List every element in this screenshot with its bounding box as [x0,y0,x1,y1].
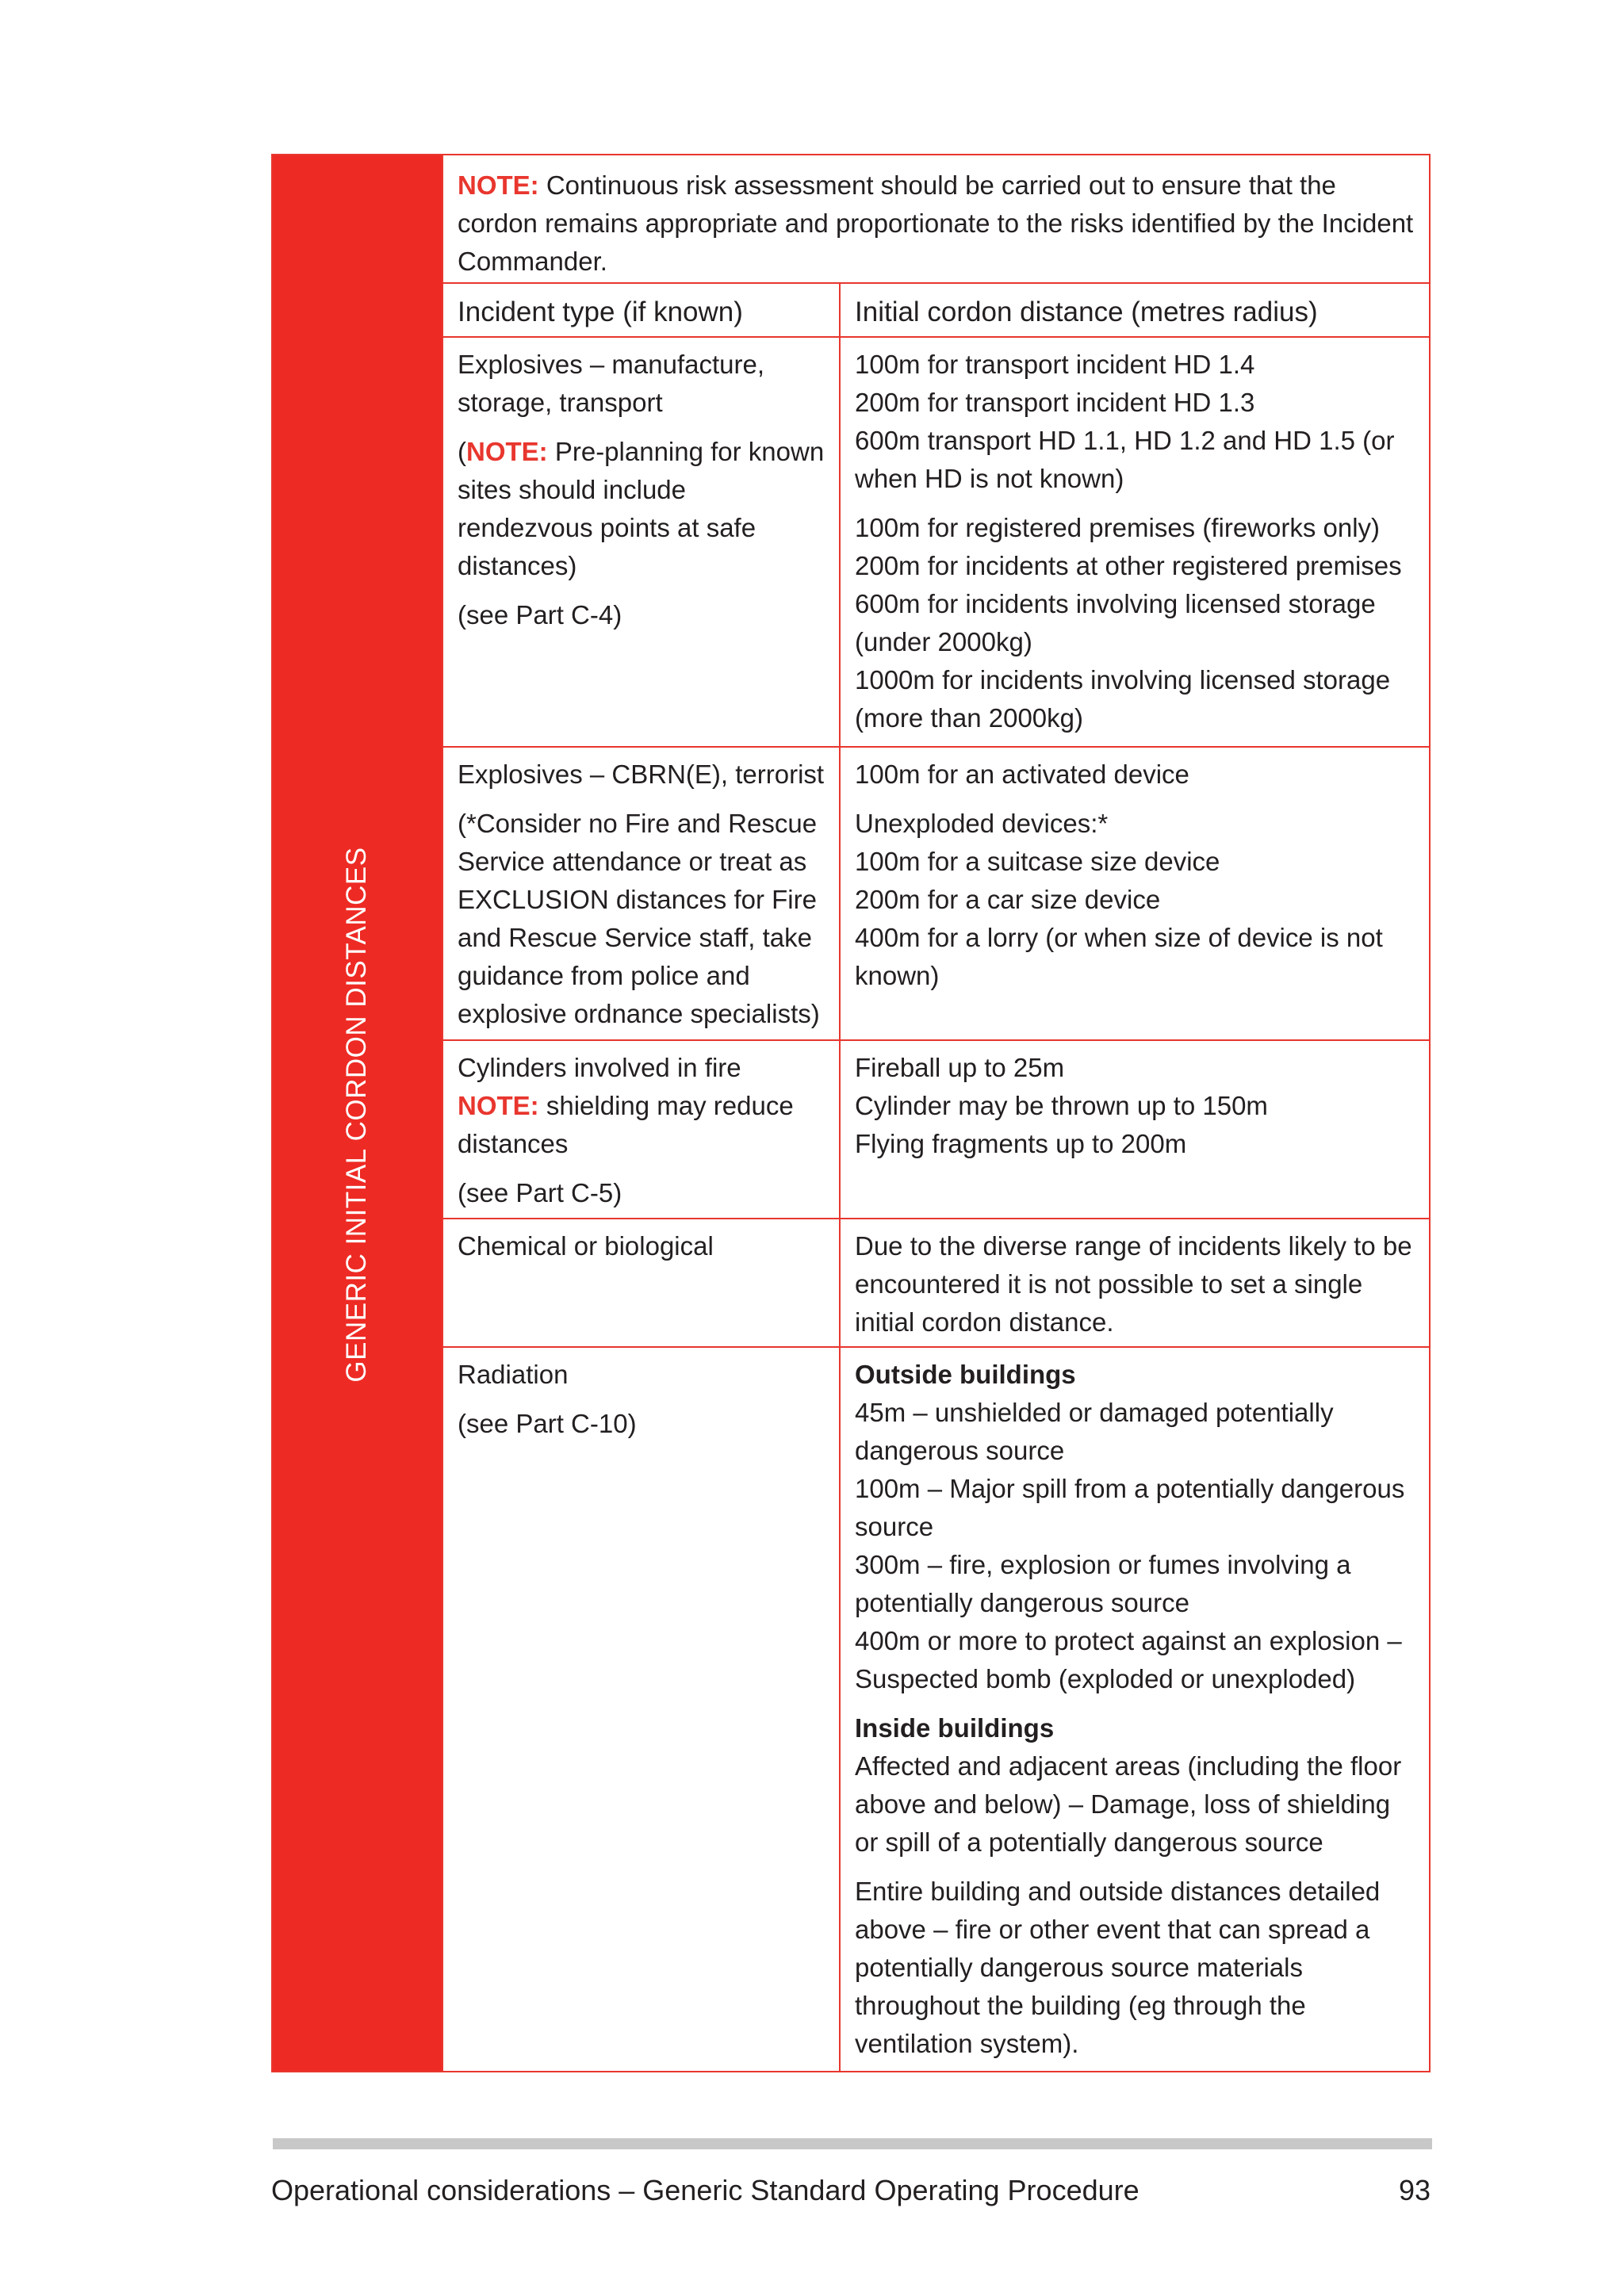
cordon-distance-cell [841,1348,1429,2071]
table-row [442,1348,1429,2071]
cordon-distance-cell [841,338,1429,746]
incident-type-cell [442,1219,841,1346]
table-row [442,1041,1429,1219]
cell-text: Flying fragments up to 200m [855,1129,1187,1158]
cell-text: 200m for a car size device [855,885,1161,914]
note-text: Pre-planning for known sites should include rendezvous points at safe distances) [458,437,825,580]
note-row [442,155,1429,284]
cordon-distance-cell [841,1041,1429,1218]
cell-text: Cylinders involved in fire [458,1053,741,1082]
header-incident-type [442,284,841,336]
cell-reference: (see Part C-5) [458,1178,622,1207]
cell-text: 300m – fire, explosion or fumes involving a potentially dangerous source [855,1550,1351,1617]
table-header-row [442,284,1429,338]
note-open: ( [458,437,466,466]
incident-type-cell [442,338,841,746]
cordon-distance-cell [841,1219,1429,1346]
cell-text: Explosives – CBRN(E), terrorist [458,760,825,789]
footer-title: Operational considerations – Generic Standard Operating Procedure [271,2174,1139,2206]
cell-text: 200m for incidents at other registered premises [855,551,1402,580]
incident-type-cell [442,748,841,1039]
cell-text: 600m transport HD 1.1, HD 1.2 and HD 1.5 (or when HD is not known) [855,426,1395,493]
cell-text: 45m – unshielded or damaged potentially dangerous source [855,1398,1334,1465]
cell-text: 100m for an activated device [855,760,1189,789]
table-row [442,338,1429,748]
footer-divider [273,2138,1432,2149]
note-prefix: NOTE: [458,1091,539,1120]
header-col2-rest: (metres radius) [1123,297,1318,327]
note-text: shielding may reduce distances [458,1091,794,1158]
note-prefix: NOTE: [458,170,539,200]
table-body [442,155,1429,2071]
note-text: Continuous risk assessment should be carried out to ensure that the cordon remains appropriate and proportionate to the risks identified by the Incident Commander. [458,170,1414,276]
cell-note [458,433,826,585]
header-col2-bold: Initial cordon distance [855,297,1124,327]
cell-reference: (see Part C-10) [458,1409,637,1438]
incident-type-cell [442,1348,841,2071]
cell-text: Cylinder may be thrown up to 150m [855,1091,1268,1120]
cell-text: 1000m for incidents involving licensed storage (more than 2000kg) [855,665,1391,733]
cell-text: Entire building and outside distances detailed above – fire or other event that can spread a potentially dangerous source materials throughout the building (eg through the ventilation system). [855,1877,1381,2058]
cell-text: (*Consider no Fire and Rescue Service attendance or treat as EXCLUSION distances for Fire and Rescue Service staff, take guidance from police and explosive ordnance specialists) [458,809,820,1028]
cell-text: 200m for transport incident HD 1.3 [855,388,1255,417]
subheading-outside-buildings: Outside buildings [855,1360,1076,1389]
cordon-distance-cell [841,748,1429,1039]
note-prefix: NOTE: [466,437,548,466]
cell-text: Fireball up to 25m [855,1053,1065,1082]
cell-text: Explosives – manufacture, [458,350,765,379]
cell-text: Chemical or biological [458,1231,714,1261]
page-number: 93 [1398,2174,1431,2206]
cell-text: storage, transport [458,388,663,417]
cell-text: Due to the diverse range of incidents likely to be encountered it is not possible to set a single initial cordon distance. [855,1231,1412,1337]
side-banner-label: GENERIC INITIAL CORDON DISTANCES [341,847,372,1383]
subheading-inside-buildings: Inside buildings [855,1713,1055,1743]
cell-text: Unexploded devices:* [855,809,1109,838]
cell-note [458,1087,826,1163]
cell-text: Affected and adjacent areas (including the floor above and below) – Damage, loss of shielding or spill of a potentially dangerous source [855,1751,1402,1857]
incident-type-cell [442,1041,841,1218]
cell-reference: (see Part C-4) [458,600,622,629]
cell-text: Radiation [458,1360,569,1389]
header-cordon-distance [841,284,1429,336]
cell-text: 600m for incidents involving licensed storage (under 2000kg) [855,589,1376,656]
cell-text: 400m or more to protect against an explosion – Suspected bomb (exploded or unexploded) [855,1626,1402,1693]
cordon-table [271,154,1431,2072]
cell-text: 100m – Major spill from a potentially dangerous source [855,1474,1405,1541]
side-banner [273,155,442,2071]
cell-text: 100m for registered premises (fireworks only) [855,513,1381,542]
table-row [442,748,1429,1041]
cell-text: 400m for a lorry (or when size of device is not known) [855,923,1383,990]
table-row [442,1219,1429,1348]
cell-text: 100m for transport incident HD 1.4 [855,350,1255,379]
cell-text: 100m for a suitcase size device [855,847,1220,876]
header-col1-text: Incident type (if known) [458,297,743,327]
